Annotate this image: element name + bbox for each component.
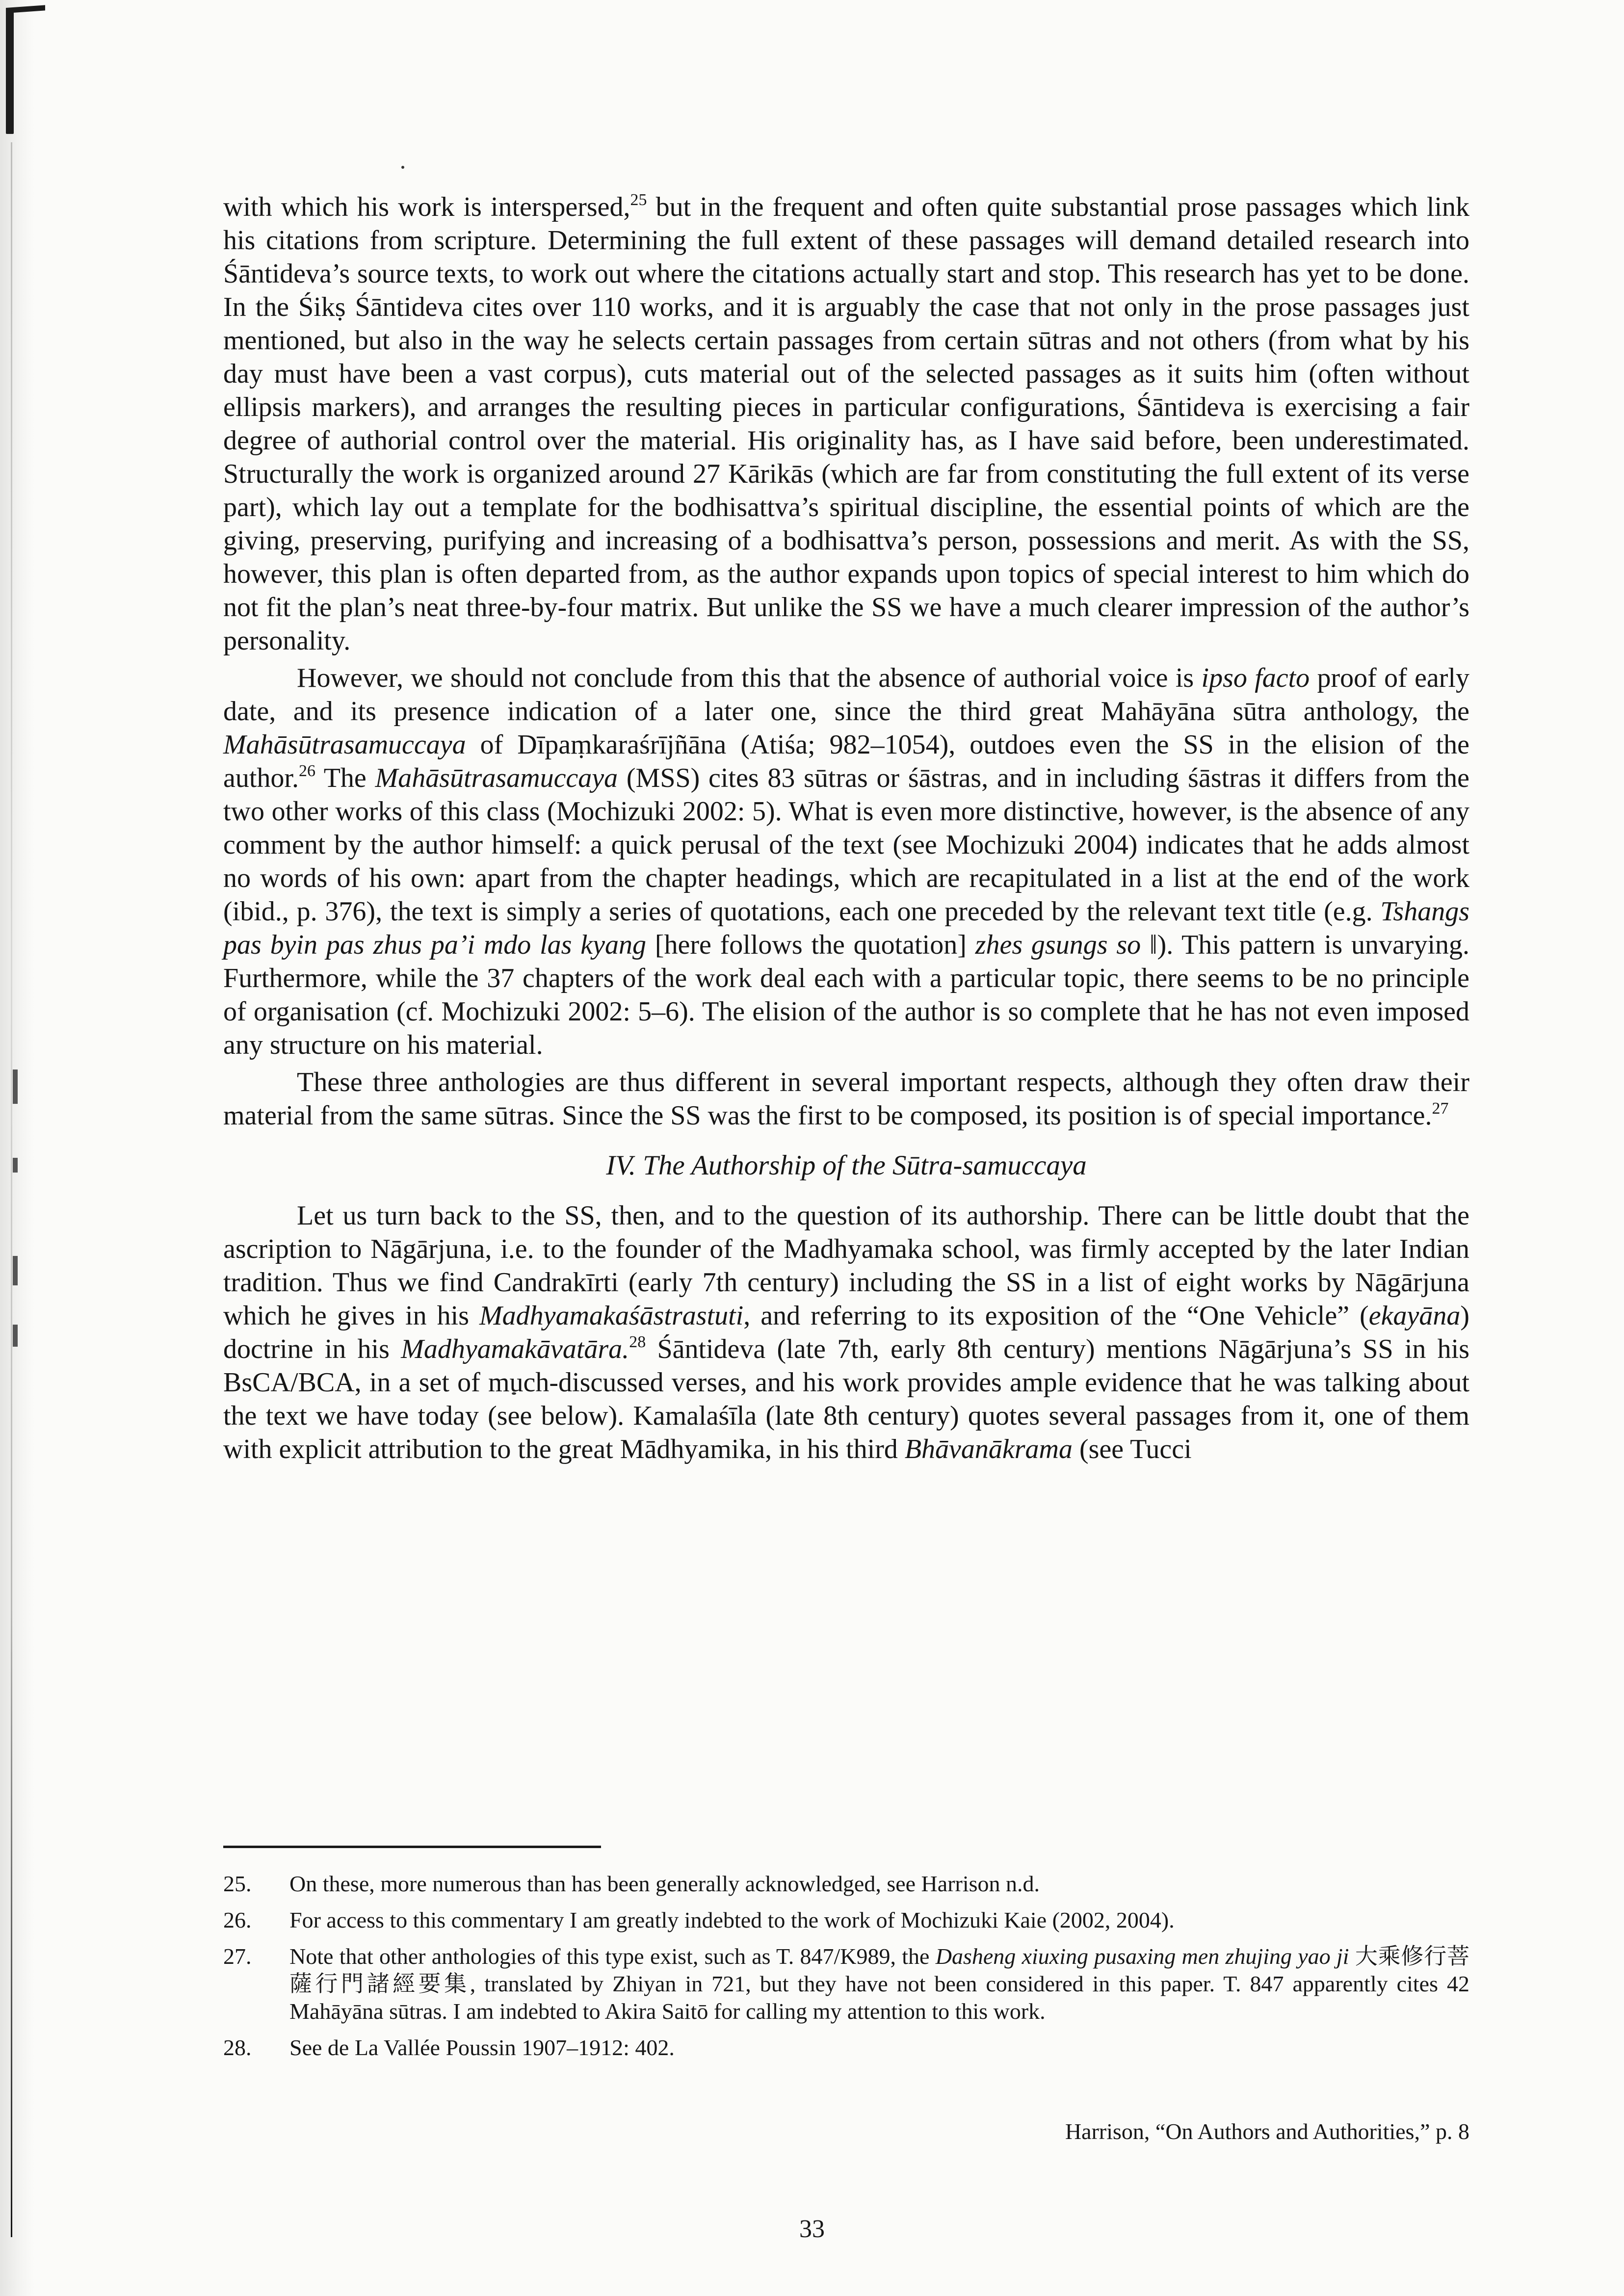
footnote-25: [223, 1870, 1469, 1898]
footnote-separator: [223, 1846, 601, 1848]
footnote-ref-26[interactable]: 26: [298, 762, 315, 780]
footnote-26: [223, 1906, 1469, 1934]
paragraph-1: with which his work is interspersed,$^{25}$ but in the frequent and often quite substantial prose passages which link his citations from scripture. Determining the full extent of these passages will demand detailed research into Śāntideva’s source texts, to work out where the citations actually start and stop. This research has yet to be done. In the Śikṣ Śāntideva cites over 110 works, and it is arguably the case that not only in the prose passages just mentioned, but also in the way he selects certain passages from certain sūtras and not others (from what by his day must have been a vast corpus), cuts material out of the selected passages as it suits him (often without ellipsis markers), and arranges the resulting pieces in particular configurations, Śāntideva is exercising a fair degree of authorial control over the material. His originality has, as I have said before, been underestimated. Structurally the work is organized around 27 Kārikās (which are far from constituting the full extent of its verse part), which lay out a template for the bodhisattva’s spiritual discipline, the essential points of which are the giving, preserving, purifying and increasing of a bodhisattva’s person, possessions and merit. As with the SS, however, this plan is often departed from, as the author expands upon topics of special interest to him which do not fit the plan’s neat three-by-four matrix. But unlike the SS we have a much clearer impression of the author’s personality.: [223, 191, 1470, 656]
scan-artifact: [13, 1070, 18, 1104]
footnote-text: Note that other anthologies of this type exist, such as T. 847/K989, the Dasheng xiuxing pusaxing men zhujing yao ji 大乘修行菩薩行門諸經要集, translated by Zhiyan in 721, but they have not been considered in this paper. T. 847 apparently cites 42 Mahāyāna sūtras. I am indebted to Akira Saitō for calling my attention to this work.: [289, 1944, 1470, 2024]
scan-artifact: [13, 1325, 18, 1347]
footnote-number: 26.: [223, 1907, 252, 1932]
scan-artifact: [13, 1256, 18, 1285]
page-number: 33: [799, 2215, 825, 2243]
footnote-number: 28.: [223, 2035, 252, 2060]
main-text: [223, 190, 1469, 1466]
section-heading: IV. The Authorship of the Sūtra-samuccaya: [606, 1150, 1087, 1181]
paragraph-3: These three anthologies are thus different in several important respects, although they often draw their material from the same sūtras. Since the SS was the first to be composed, its position is of special importance.$^{27}$: [223, 1067, 1469, 1131]
footnote-28: [223, 2034, 1469, 2061]
footnote-ref-27[interactable]: 27: [1432, 1099, 1449, 1118]
paragraph-2: However, we should not conclude from this that the absence of authorial voice is ipso facto proof of early date, and its presence indication of a later one, since the third great Mahāyāna sūtra anthology, the Mahāsūtrasamuccaya of Dīpaṃkaraśrījñāna (Atiśa; 982–1054), outdoes even the SS in the elision of the author.$^{26}$ The Mahāsūtrasamuccaya (MSS) cites 83 sūtras or śāstras, and in including śāstras it differs from the two other works of this class (Mochizuki 2002: 5). What is even more distinctive, however, is the absence of any comment by the author himself: a quick perusal of the text (see Mochizuki 2004) indicates that he adds almost no words of his own: apart from the chapter headings, which are recapitulated in a list at the end of the work (ibid., p. 376), the text is simply a series of quotations, each one preceded by the relevant text title (e.g. Tshangs pas byin pas zhus pa’i mdo las kyang [here follows the quotation] zhes gsungs so ǁ). This pattern is unvarying. Furthermore, while the 37 chapters of the work deal each with a particular topic, there seems to be no principle of organisation (cf. Mochizuki 2002: 5–6). The elision of the author is so complete that he has not even imposed any structure on his material.: [223, 663, 1470, 1060]
crop-mark-vertical: [6, 9, 14, 134]
footnote-ref-28[interactable]: 28: [629, 1333, 646, 1351]
footnote-27: [223, 1943, 1469, 2025]
scan-artifact: [13, 1158, 18, 1173]
footnote-ref-25[interactable]: 25: [630, 191, 647, 209]
paragraph-4: Let us turn back to the SS, then, and to the question of its authorship. There can be little doubt that the ascription to Nāgārjuna, i.e. to the founder of the Madhyamaka school, was firmly accepted by the later Indian tradition. Thus we find Candrakīrti (early 7th century) including the SS in a list of eight works by Nāgārjuna which he gives in his Madhyamakaśāstrastuti, and referring to its exposition of the “One Vehicle” (ekayāna) doctrine in his Madhyamakāvatāra.$^{28}$ Śāntideva (late 7th, early 8th century) mentions Nāgārjuna’s SS in his BsCA/BCA, in a set of much-discussed verses, and his work provides ample evidence that he was talking about the text we have today (see below). Kamalaśīla (late 8th century) quotes several passages from it, one of them with explicit attribution to the great Mādhyamika, in his third Bhāvanākrama (see Tucci: [223, 1200, 1470, 1464]
scan-shadow: [0, 0, 34, 2296]
footnotes: [223, 1870, 1469, 2070]
footnote-number: 27.: [223, 1944, 252, 1969]
footnote-text: For access to this commentary I am greatly indebted to the work of Mochizuki Kaie (2002, 2004).: [289, 1907, 1175, 1932]
binding-edge: [11, 142, 12, 2237]
footnote-text: On these, more numerous than has been generally acknowledged, see Harrison n.d.: [289, 1871, 1040, 1896]
footnote-text: See de La Vallée Poussin 1907–1912: 402.: [289, 2035, 675, 2060]
footnote-number: 25.: [223, 1871, 252, 1896]
running-footer: Harrison, “On Authors and Authorities,” p. 8: [1065, 2119, 1469, 2144]
scan-speck: [401, 166, 404, 169]
